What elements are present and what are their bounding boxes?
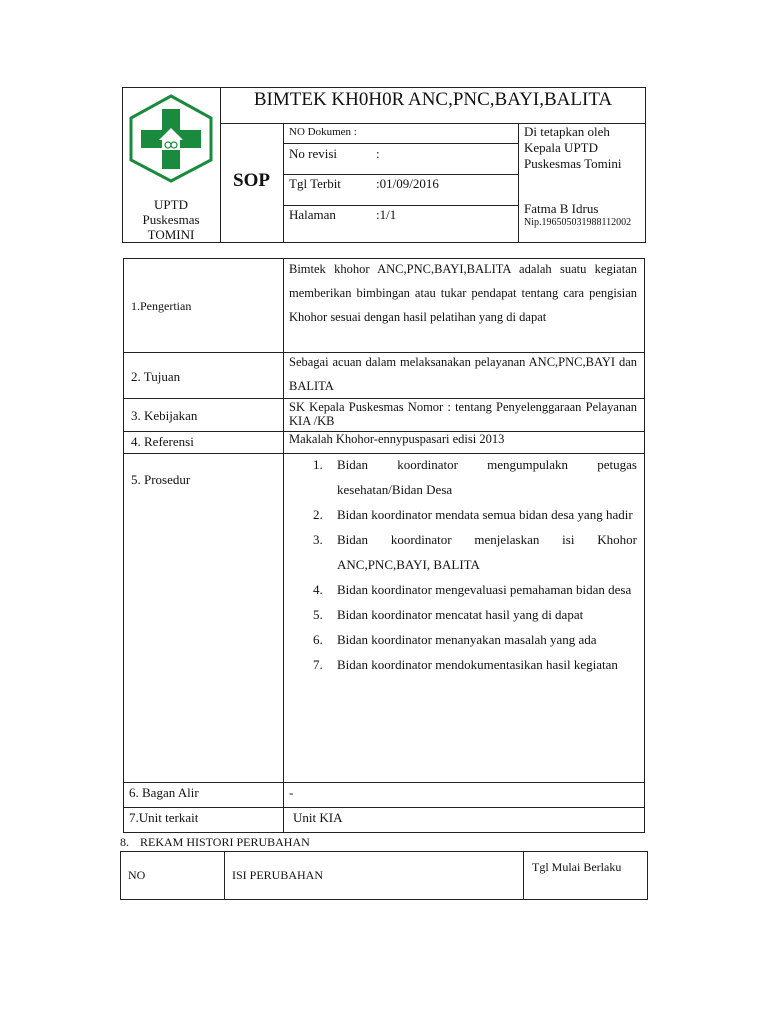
history-col-no: NO [128,868,146,882]
meta-divider-1 [283,143,518,144]
kebijakan-label: 3. Kebijakan [131,408,198,423]
step-text: Bidan koordinator menanyakan masalah yang ada [337,632,597,647]
approval-line-1: Di tetapkan oleh [524,124,610,139]
pengertian-label: 1.Pengertian [131,299,192,313]
step-number: 1. [313,457,323,472]
step-text: Bidan koordinator mendokumentasikan hasil kegiatan [337,657,618,672]
kebijakan-text: SK Kepala Puskesmas Nomor : tentang Penyelenggaraan Pelayanan KIA /KB [289,400,637,428]
step-text: Bidan koordinator mencatat hasil yang di dapat [337,607,584,622]
row-divider-5 [123,782,645,783]
meta-divider-3 [283,205,518,206]
row-divider-6 [123,807,645,808]
unit-terkait-text: Unit KIA [293,810,343,825]
bagan-alir-label: 6. Bagan Alir [129,785,199,800]
approval-name: Fatma B Idrus [524,201,599,216]
approval-nip: Nip.196505031988112002 [524,217,632,228]
step-number: 2. [313,507,323,522]
history-divider-1 [224,851,225,900]
tgl-terbit-label: Tgl Terbit [289,176,341,191]
pengertian-text: Bimtek khohor ANC,PNC,BAYI,BALITA adalah suatu kegiatan memberikan bimbingan atau tukar pendapat tentang cara pengisian Khohor sesuai dengan hasil pelatihan yang di dapat [289,262,637,324]
document-title: BIMTEK KH0H0R ANC,PNC,BAYI,BALITA [253,89,613,110]
no-dokumen: NO Dokumen : [289,126,357,138]
org-name [122,197,220,242]
step-number: 3. [313,532,323,547]
prosedur-list [289,452,637,677]
puskesmas-logo-icon [127,93,215,183]
org-line-1: UPTD [154,197,188,212]
row-divider-2 [123,398,645,399]
sop-column-divider [283,258,284,833]
history-number: 8. [120,835,129,849]
approval-block [524,124,644,172]
prosedur-step [289,652,637,677]
prosedur-step [289,577,637,602]
unit-terkait-label: 7.Unit terkait [129,810,199,825]
prosedur-step [289,452,637,502]
referensi-label: 4. Referensi [131,434,194,449]
org-line-2: Puskesmas [142,212,200,227]
tujuan-text: Sebagai acuan dalam melaksanakan pelayanan ANC,PNC,BAYI dan BALITA [289,355,637,393]
step-number: 4. [313,582,323,597]
step-number: 7. [313,657,323,672]
halaman-value: :1/1 [376,207,397,222]
bagan-alir-text: - [289,785,294,800]
sop-label: SOP [233,170,270,191]
approval-line-2: Kepala UPTD [524,140,599,155]
history-divider-2 [523,851,524,900]
history-col-tgl: Tgl Mulai Berlaku [532,860,622,874]
step-number: 6. [313,632,323,647]
prosedur-label: 5. Prosedur [131,472,191,487]
step-text: Bidan koordinator mengevaluasi pemahaman bidan desa [337,582,632,597]
header-divider-sop [283,123,284,243]
prosedur-step [289,602,637,627]
header-divider-approval [518,123,519,243]
prosedur-step [289,627,637,652]
org-line-3: TOMINI [147,227,195,242]
approval-line-3: Puskesmas Tomini [524,156,622,171]
step-number: 5. [313,607,323,622]
step-text: Bidan koordinator mendata semua bidan desa yang hadir [337,507,633,522]
tgl-terbit-value: :01/09/2016 [376,176,439,191]
halaman-label: Halaman [289,207,336,222]
history-col-isi: ISI PERUBAHAN [232,868,324,882]
history-table [120,851,648,900]
referensi-text: Makalah Khohor-ennypuspasari edisi 2013 [289,432,505,446]
puskesmas-logo [127,93,215,183]
no-revisi-colon: : [376,146,380,161]
prosedur-step [289,527,637,577]
step-text: Bidan koordinator mengumpulakn petugas kesehatan/Bidan Desa [337,457,637,497]
step-text: Bidan koordinator menjelaskan isi Khohor ANC,PNC,BAYI, BALITA [337,532,637,572]
tujuan-label: 2. Tujuan [131,369,181,384]
meta-divider-2 [283,174,518,175]
prosedur-step [289,502,637,527]
no-revisi-label: No revisi [289,146,338,161]
history-title: REKAM HISTORI PERUBAHAN [140,835,310,849]
